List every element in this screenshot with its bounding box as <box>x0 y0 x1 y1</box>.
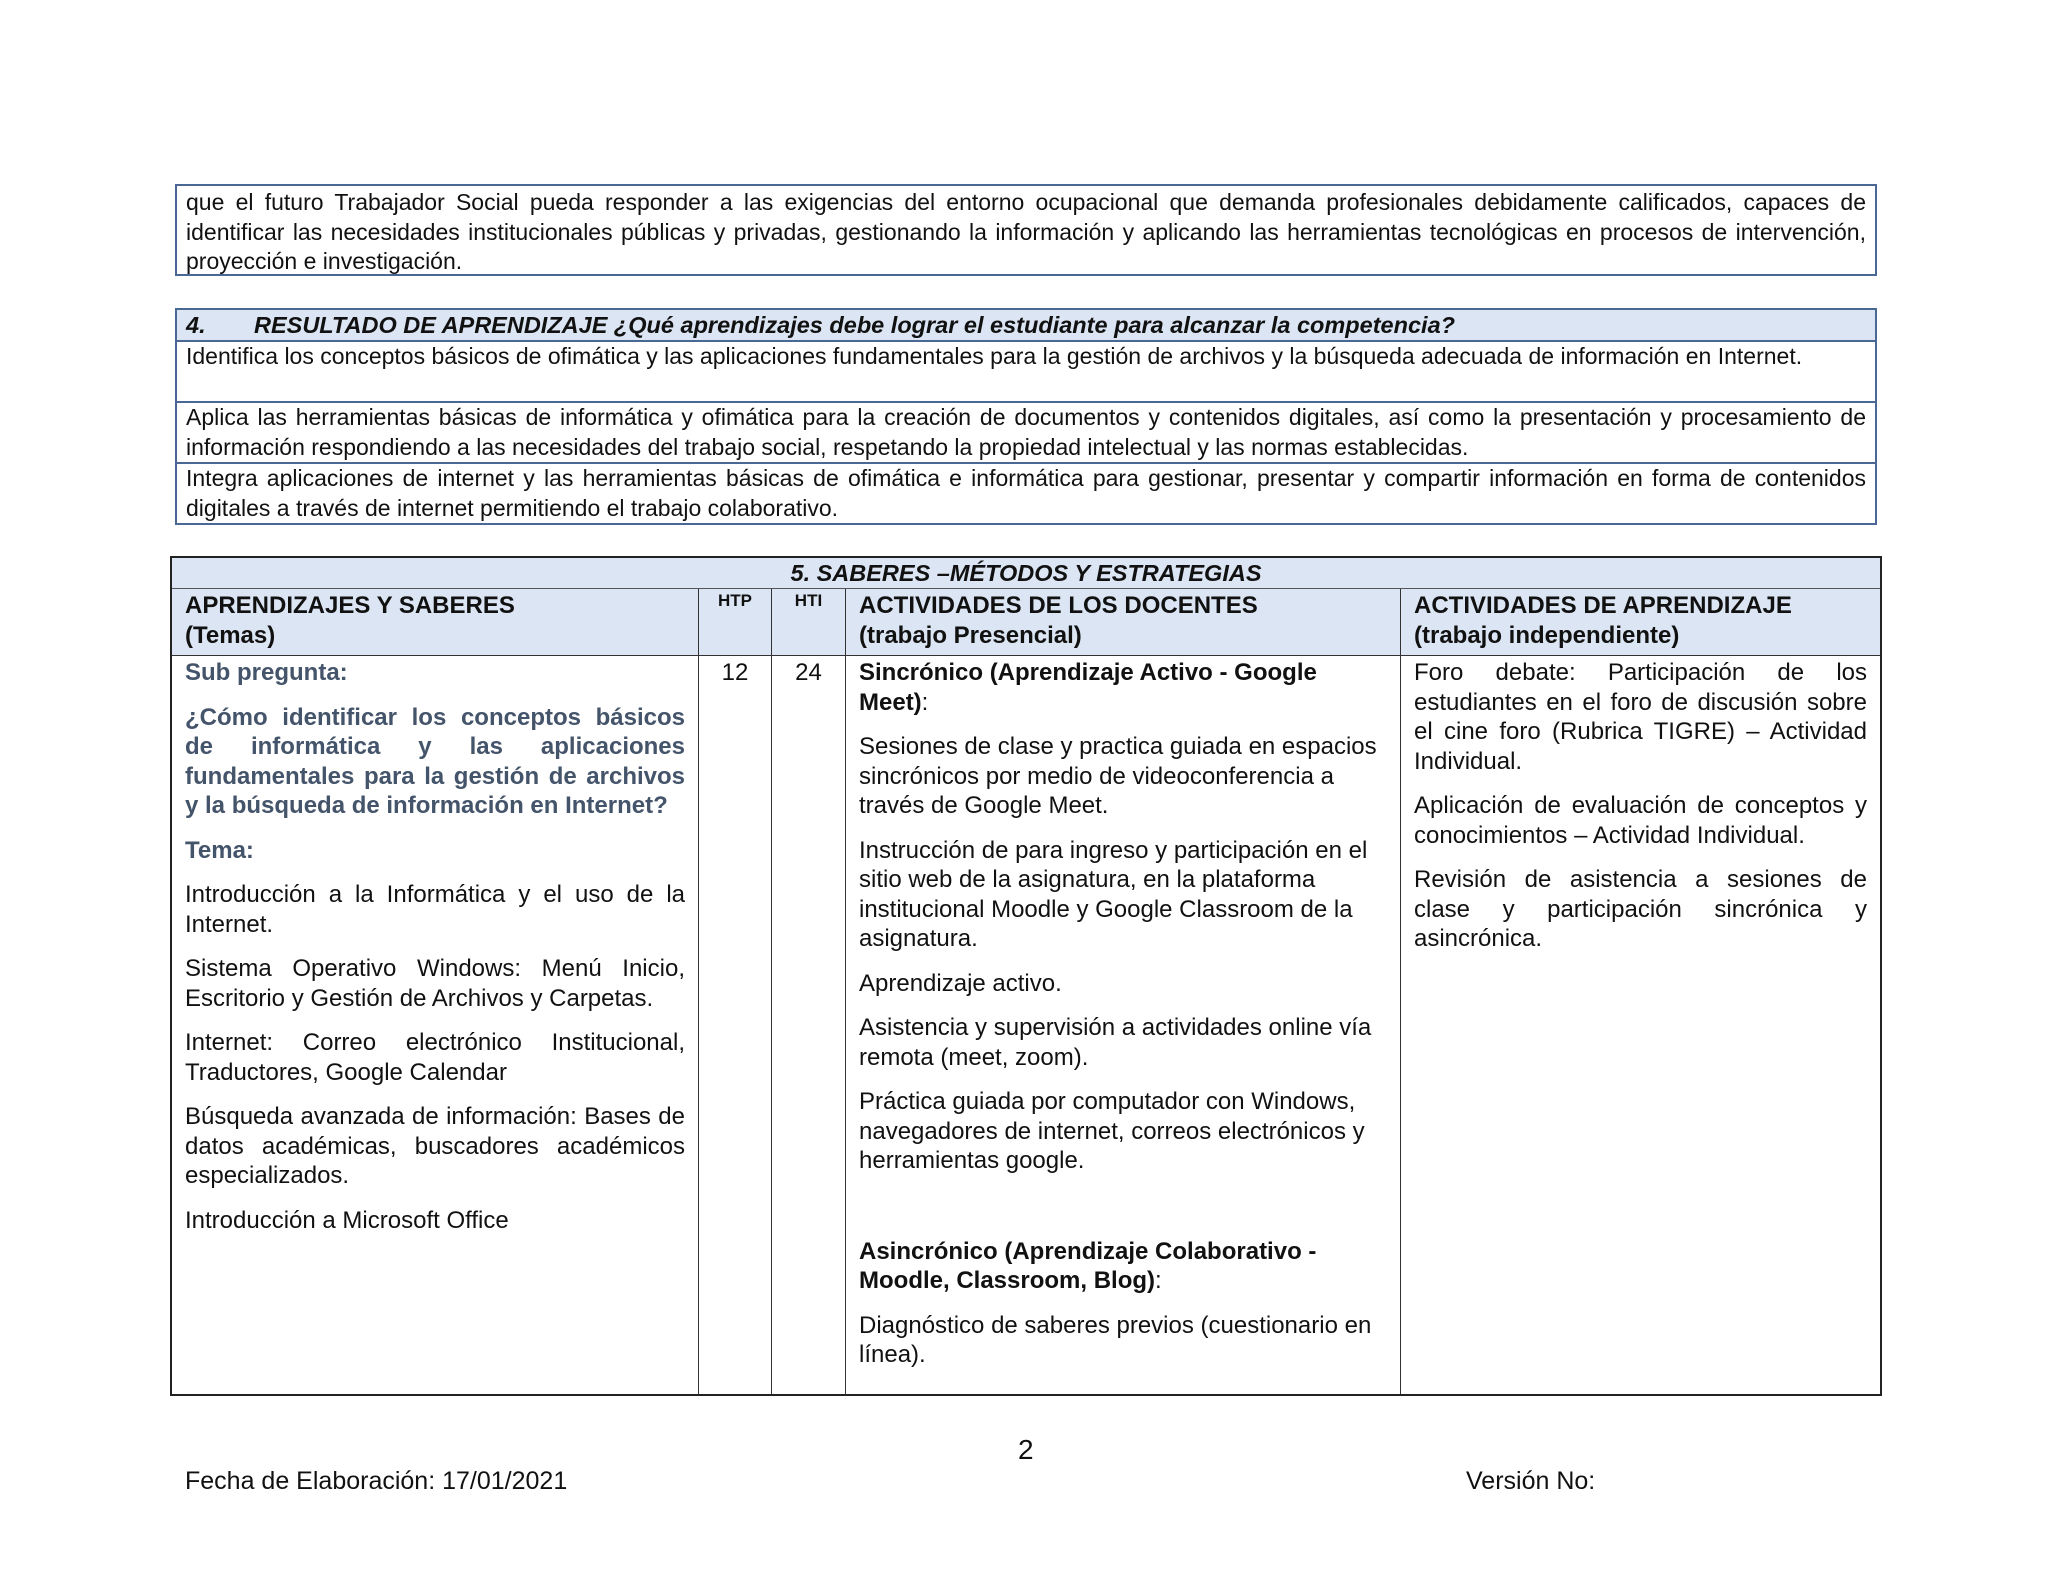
sync-heading-colon: : <box>921 688 929 716</box>
page-number: 2 <box>1018 1434 1034 1465</box>
sync-heading-text: Sincrónico (Aprendizaje Activo - Google Meet) <box>859 659 1317 716</box>
header-temas-line1: APRENDIZAJES Y SABERES <box>185 592 515 619</box>
async-heading-text: Asincrónico (Aprendizaje Colaborativo - Moodle, Classroom, Blog) <box>859 1237 1317 1294</box>
sync-item: Asistencia y supervisión a actividades online vía remota (meet, zoom). <box>859 1014 1372 1071</box>
sync-item: Práctica guiada por computador con Windows, navegadores de internet, correos electrónicos y herramientas google. <box>859 1088 1365 1174</box>
aprendizaje-item: Foro debate: Participación de los estudiantes en el foro de discusión sobre el cine foro (Rubrica TIGRE) – Actividad Individual. <box>1414 659 1867 775</box>
header-aprendizaje-line1: ACTIVIDADES DE APRENDIZAJE <box>1414 592 1792 619</box>
header-docentes <box>846 589 1401 656</box>
header-docentes-line2: (trabajo Presencial) <box>859 621 1082 649</box>
tema-item: Sistema Operativo Windows: Menú Inicio, Escritorio y Gestión de Archivos y Carpetas. <box>185 955 685 1012</box>
sync-heading <box>859 658 1387 717</box>
version-label: Versión No: <box>1466 1467 1596 1495</box>
header-htp: HTP <box>699 589 772 656</box>
tema-label: Tema: <box>185 836 254 864</box>
temas-cell <box>172 656 699 1394</box>
resultado-number: 4. <box>186 312 206 338</box>
async-item: Diagnóstico de saberes previos (cuestionario en línea). <box>859 1311 1372 1368</box>
header-docentes-line1: ACTIVIDADES DE LOS DOCENTES <box>859 592 1258 619</box>
header-hti: HTI <box>772 589 846 656</box>
header-aprendizaje-line2: (trabajo independiente) <box>1414 621 1680 649</box>
subpregunta-label: Sub pregunta: <box>185 659 348 686</box>
async-heading <box>859 1237 1387 1296</box>
tema-item: Búsqueda avanzada de información: Bases de datos académicas, buscadores académicos especializados. <box>185 1103 685 1189</box>
saberes-body-row <box>172 656 1880 1394</box>
sync-item: Sesiones de clase y practica guiada en espacios sincrónicos por medio de videoconferencia a través de Google Meet. <box>859 733 1377 819</box>
sync-item: Aprendizaje activo. <box>859 969 1062 997</box>
resultado-item: Integra aplicaciones de internet y las herramientas básicas de ofimática e informática para gestionar, presentar y compartir información en forma de contenidos digitales a través de internet permitiendo el trabajo colaborativo. <box>177 462 1875 523</box>
saberes-title: 5. SABERES –MÉTODOS Y ESTRATEGIAS <box>172 558 1880 589</box>
htp-cell <box>699 656 772 1394</box>
aprendizaje-item: Revisión de asistencia a sesiones de clase y participación sincrónica y asincrónica. <box>1414 866 1867 952</box>
header-temas-line2: (Temas) <box>185 621 276 649</box>
competence-text: que el futuro Trabajador Social pueda responder a las exigencias del entorno ocupacional que demanda profesionales debidamente calificados, capaces de identificar las necesidades institucionales públicas y privadas, gestionando la información y aplicando las herramientas tecnológicas en procesos de intervención, proyección e investigación. <box>186 189 1866 274</box>
docentes-cell <box>846 656 1401 1394</box>
header-temas <box>172 589 699 656</box>
saberes-table <box>170 556 1882 1396</box>
htp-value: 12 <box>721 659 749 686</box>
hti-cell <box>772 656 846 1394</box>
tema-item: Introducción a Microsoft Office <box>185 1206 509 1234</box>
aprendizaje-cell <box>1401 656 1880 1394</box>
resultado-item: Identifica los conceptos básicos de ofimática y las aplicaciones fundamentales para la gestión de archivos y la búsqueda adecuada de información en Internet. <box>186 343 1803 369</box>
sync-item: Instrucción de para ingreso y participación en el sitio web de la asignatura, en la plataforma institucional Moodle y Google Classroom de la asignatura. <box>859 836 1368 952</box>
tema-item: Introducción a la Informática y el uso de la Internet. <box>185 881 685 938</box>
hti-value: 24 <box>795 659 822 686</box>
saberes-header-row <box>172 589 1880 656</box>
aprendizaje-item: Aplicación de evaluación de conceptos y conocimientos – Actividad Individual. <box>1414 792 1867 849</box>
resultado-heading-text: RESULTADO DE APRENDIZAJE ¿Qué aprendizajes debe lograr el estudiante para alcanzar la competencia? <box>254 312 1455 338</box>
tema-item: Internet: Correo electrónico Institucional, Traductores, Google Calendar <box>185 1029 685 1086</box>
header-aprendizaje <box>1401 589 1880 656</box>
async-heading-colon: : <box>1155 1267 1162 1294</box>
subpregunta-text: ¿Cómo identificar los conceptos básicos de informática y las aplicaciones fundamentales para la gestión de archivos y la búsqueda de información en Internet? <box>185 703 685 819</box>
spacer <box>859 1191 1387 1237</box>
competence-box <box>175 184 1877 276</box>
resultado-aprendizaje-box <box>175 308 1877 525</box>
resultado-item: Aplica las herramientas básicas de informática y ofimática para la creación de documentos y contenidos digitales, así como la presentación y procesamiento de información respondiendo a las necesidades del trabajo social, respetando la propiedad intelectual y las normas establecidas. <box>177 401 1875 462</box>
fecha-elaboracion: Fecha de Elaboración: 17/01/2021 <box>185 1467 568 1495</box>
resultado-heading <box>177 310 1875 342</box>
